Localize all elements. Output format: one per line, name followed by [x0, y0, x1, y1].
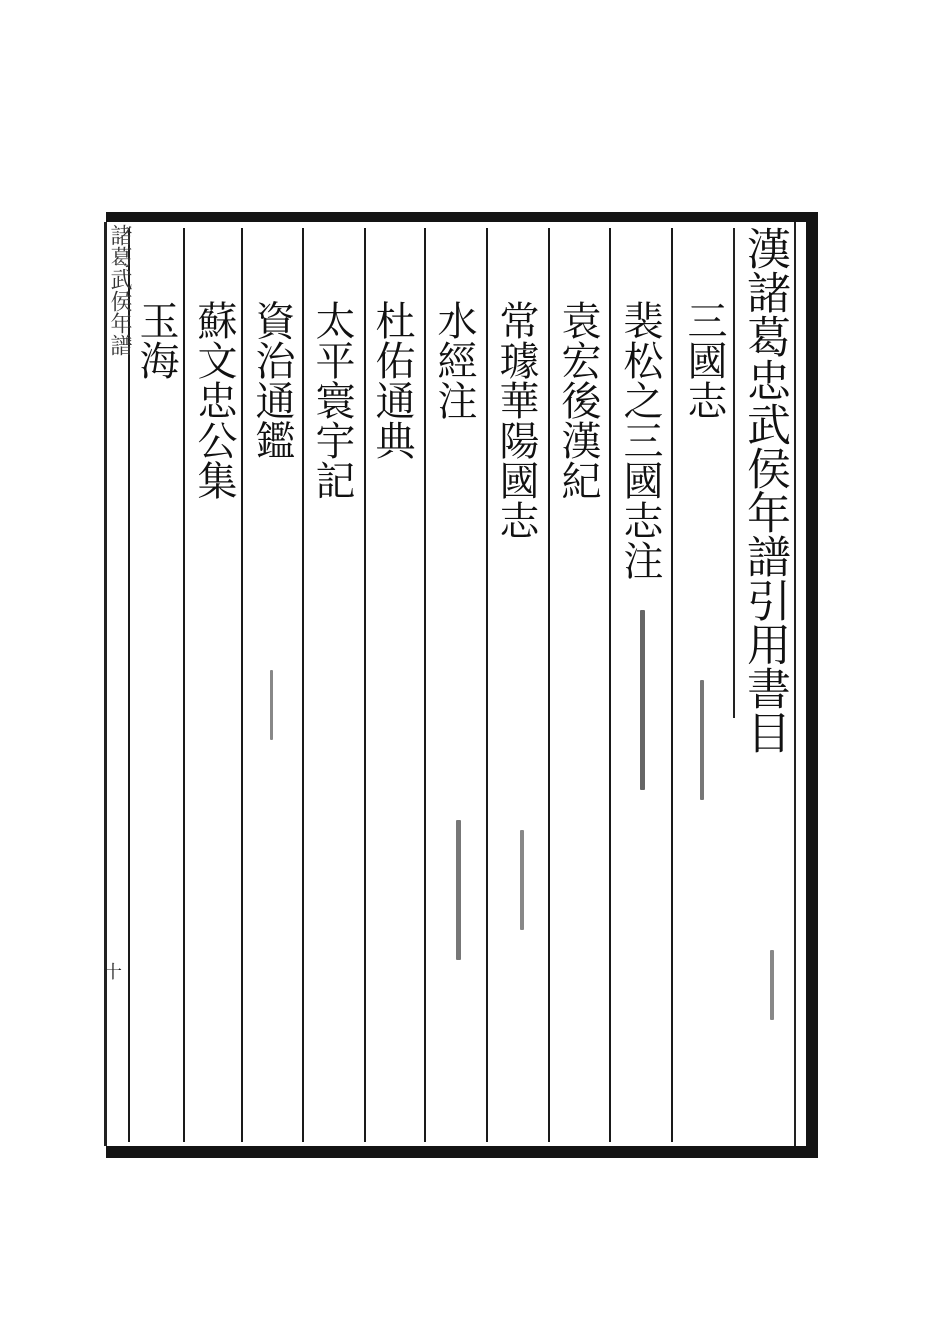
column-line: [183, 228, 185, 1142]
title-rule: [733, 228, 735, 718]
border-top: [106, 212, 818, 222]
ink-speck: [700, 680, 704, 800]
border-right: [806, 212, 818, 1158]
column-line: [364, 228, 366, 1142]
book-entry: 蘇文忠公集: [191, 300, 237, 500]
book-entry: 裴松之三國志注: [617, 300, 663, 580]
column-line: [424, 228, 426, 1142]
book-entry: 袁宏後漢紀: [555, 300, 601, 500]
border-bottom: [106, 1146, 818, 1158]
book-entry: 常璩華陽國志: [493, 300, 539, 540]
book-entry: 太平寰宇記: [309, 300, 355, 500]
border-left: [104, 222, 107, 1146]
column-line: [609, 228, 611, 1142]
book-entry: 玉海: [133, 300, 179, 380]
book-entry: 三國志: [681, 300, 727, 420]
column-line: [671, 228, 673, 1142]
margin-title: 諸葛武侯年譜: [107, 224, 132, 356]
ink-speck: [456, 820, 461, 960]
book-entry: 杜佑通典: [369, 300, 415, 460]
ink-speck: [770, 950, 774, 1020]
margin-page-mark: 十: [104, 962, 122, 983]
column-line: [548, 228, 550, 1142]
column-line: [128, 228, 130, 1142]
ink-speck: [640, 610, 645, 790]
border-right-inner: [794, 222, 796, 1146]
column-line: [241, 228, 243, 1142]
column-line: [486, 228, 488, 1142]
book-entry: 資治通鑑: [249, 300, 295, 460]
page-title: 漢諸葛忠武侯年譜引用書目: [739, 226, 790, 754]
column-line: [302, 228, 304, 1142]
ink-speck: [520, 830, 524, 930]
ink-speck: [270, 670, 273, 740]
book-entry: 水經注: [431, 300, 477, 420]
